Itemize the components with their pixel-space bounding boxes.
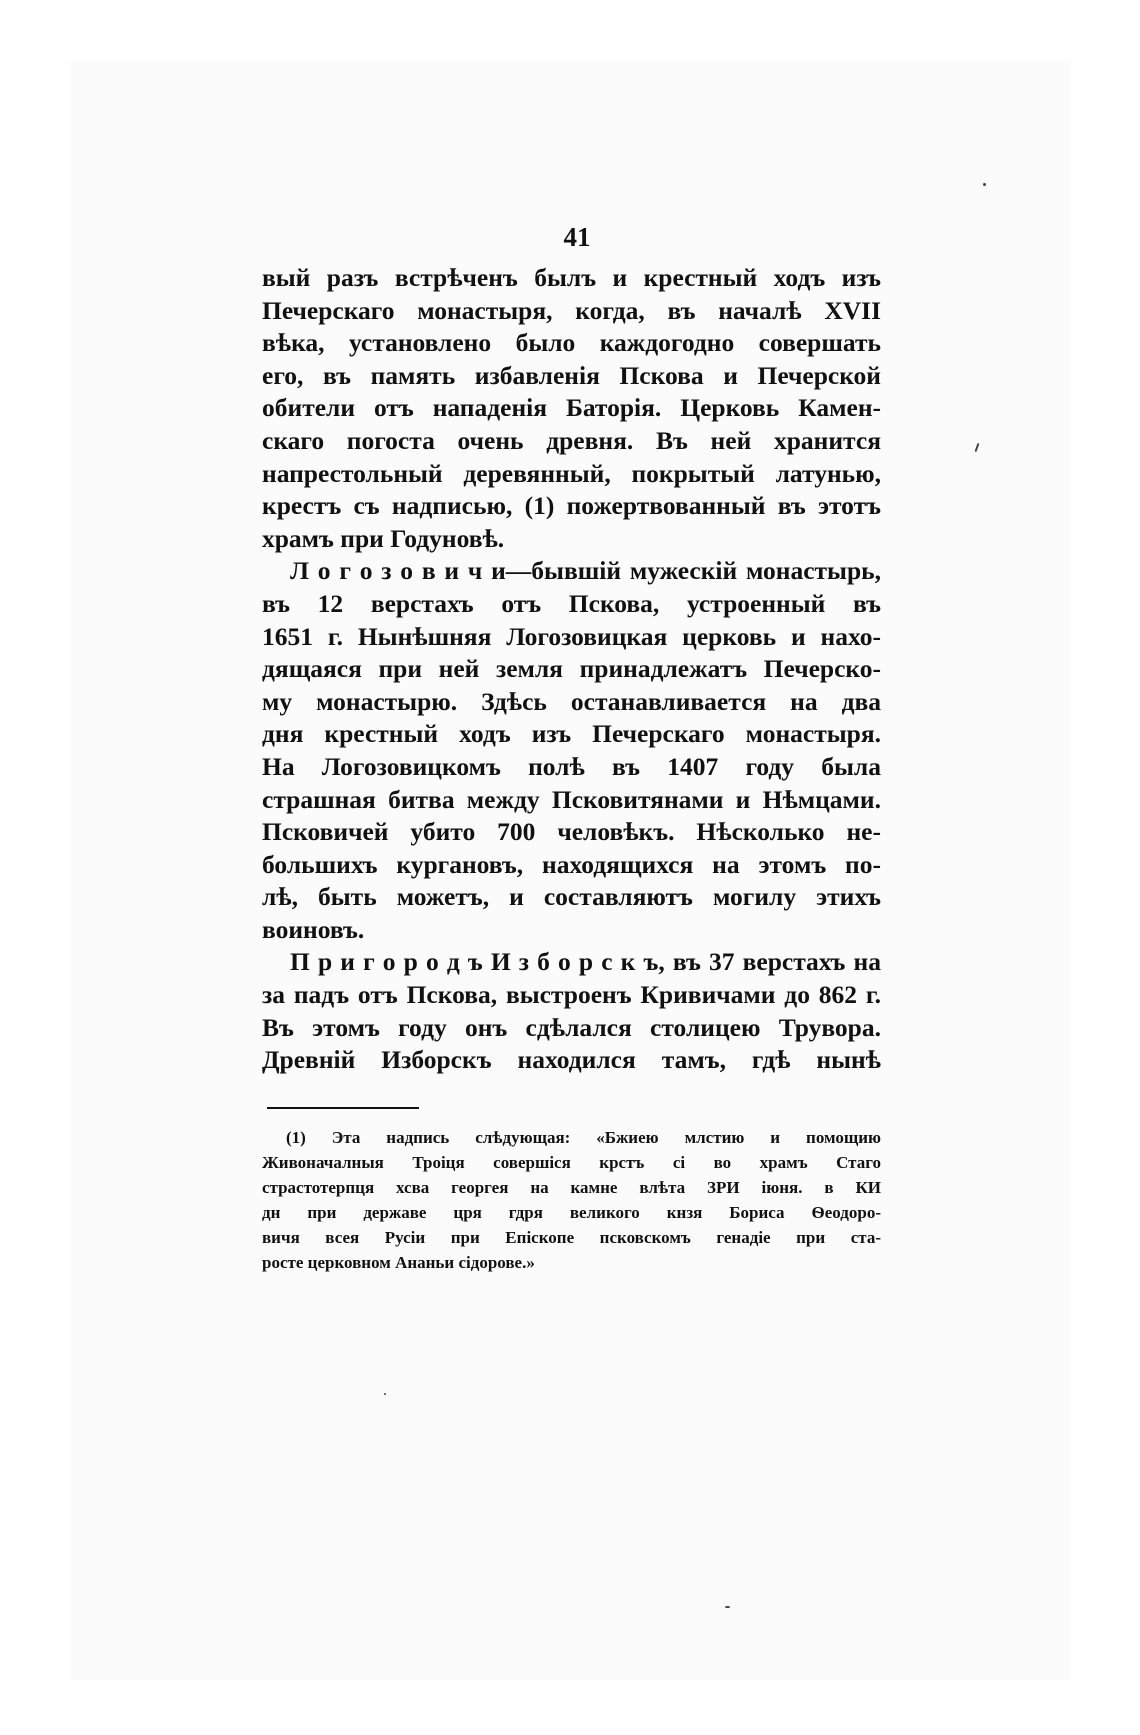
text-line: П р и г о р о д ъ И з б о р с к ъ, въ 37 верстахъ на (290, 947, 881, 977)
text-line: Л о г о з о в и ч и—бывшій мужескій монастырь, (290, 556, 881, 586)
text-line: вѣка, установлено было каждогодно совершать (262, 328, 881, 358)
text-line: въ 12 верстахъ отъ Пскова, устроенный въ (262, 588, 881, 618)
paragraph-1 (262, 262, 881, 555)
footnote-line: росте церковном Ананьи сідорове.» (262, 1253, 535, 1273)
footnote-line: страстотерпця хсва георгея на камне влѣта ЗРИ іюня. в КИ (262, 1178, 881, 1198)
footnote-line: вичя всея Русіи при Епіскопе псковскомъ генадіе при ста- (262, 1228, 881, 1248)
text-line: Печерскаго монастыря, когда, въ началѣ XVII (262, 295, 881, 325)
text-line: обители отъ нападенія Баторія. Церковь Камен- (262, 393, 881, 423)
scan-speck (983, 183, 986, 186)
footnote-line: Живоначалныя Троіця совершіся крстъ сі во храмъ Стаго (262, 1153, 881, 1173)
text-line: за падъ отъ Пскова, выстроенъ Кривичами до 862 г. (262, 980, 881, 1010)
text-line: храмъ при Годуновѣ. (262, 523, 505, 553)
text-line: 1651 г. Нынѣшняя Логозовицкая церковь и нахо- (262, 621, 881, 651)
text-line: дящаяся при ней земля принадлежатъ Печерско- (262, 654, 881, 684)
scan-speck (384, 1393, 386, 1395)
text-line: напрестольный деревянный, покрытый латунью, (262, 458, 881, 488)
text-line: лѣ, быть можетъ, и составляютъ могилу этихъ (262, 882, 881, 912)
text-line: Въ этомъ году онъ сдѣлался столицею Трувора. (262, 1012, 881, 1042)
text-line: страшная битва между Псковитянами и Нѣмцами. (262, 784, 881, 814)
paragraph-2 (262, 555, 881, 946)
text-line: скаго погоста очень древня. Въ ней хранится (262, 425, 881, 455)
text-line: воиновъ. (262, 914, 365, 944)
text-line: Древній Изборскъ находился тамъ, гдѣ нынѣ (262, 1045, 881, 1075)
paragraph-3 (262, 946, 881, 1076)
text-line: Псковичей убито 700 человѣкъ. Нѣсколько не- (262, 817, 881, 847)
footnote (262, 1125, 881, 1276)
scan-speck (725, 1606, 730, 1608)
footnote-divider (267, 1107, 419, 1109)
text-line: му монастырю. Здѣсь останавливается на два (262, 686, 881, 716)
text-line: большихъ кургановъ, находящихся на этомъ по- (262, 849, 881, 879)
text-line: его, въ память избавленія Пскова и Печерской (262, 360, 881, 390)
footnote-line: дн при державе цря гдря великого кнзя Бориса Ѳеодоро- (262, 1203, 881, 1223)
text-line: дня крестный ходъ изъ Печерскаго монастыря. (262, 719, 881, 749)
text-line: На Логозовицкомъ полѣ въ 1407 году была (262, 751, 881, 781)
footnote-line: (1) Эта надпись слѣдующая: «Бжиею млстию и помощию (286, 1128, 881, 1147)
page-number: 41 (563, 222, 591, 252)
text-line: вый разъ встрѣченъ былъ и крестный ходъ изъ (262, 263, 881, 292)
body-text (262, 262, 881, 1077)
text-line: крестъ съ надписью, (1) пожертвованный въ этотъ (262, 491, 881, 521)
